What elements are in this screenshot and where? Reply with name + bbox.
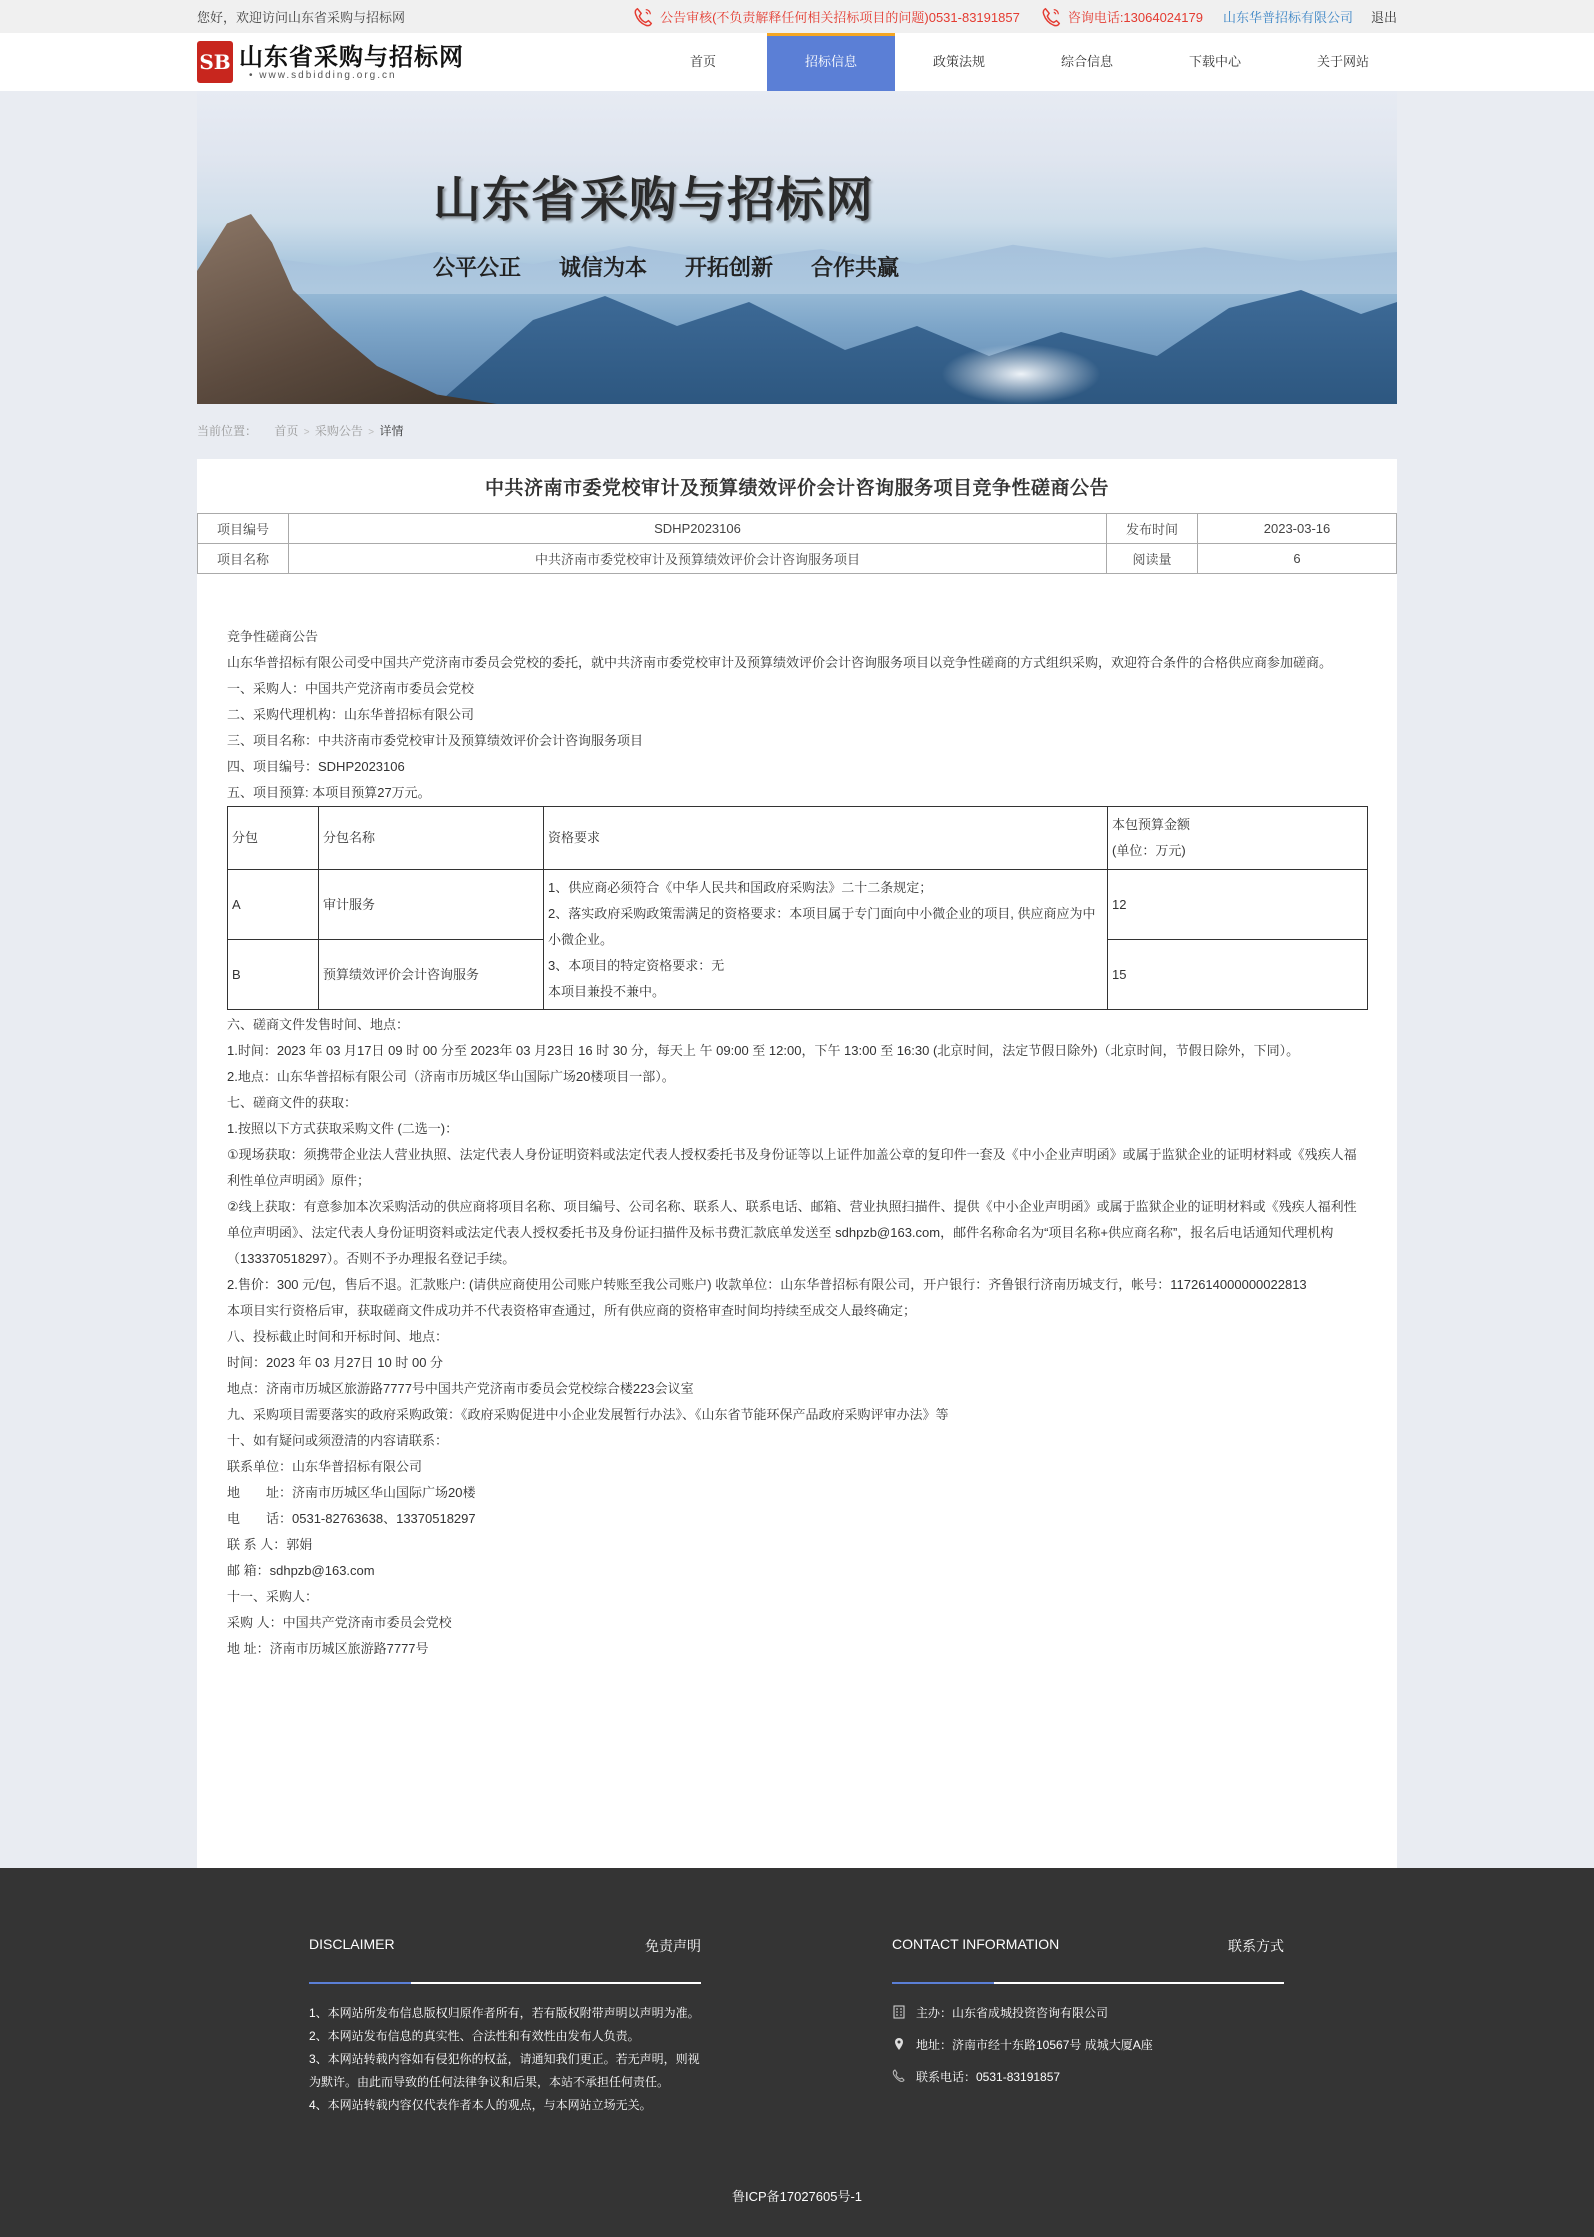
paragraph: 地 址：济南市历城区旅游路7777号 — [227, 1641, 429, 1656]
breadcrumb-current: 详情 — [379, 424, 404, 438]
phone-icon — [892, 2069, 906, 2083]
site-header — [0, 33, 1594, 91]
table-header — [1108, 807, 1368, 870]
host-text: 主办：山东省成城投资咨询有限公司 — [916, 2005, 1109, 2020]
meta-label: 发布时间 — [1107, 514, 1198, 544]
contact-host — [892, 1996, 1284, 2028]
section-divider — [892, 1982, 1284, 1984]
disclaimer-item: 3、本网站转载内容如有侵犯你的权益，请通知我们更正。若无声明，则视为默许。由此而导致的任何法律争议和后果，本站不承担任何责任。 — [309, 2052, 700, 2089]
article-title: 中共济南市委党校审计及预算绩效评价会计咨询服务项目竞争性磋商公告 — [484, 478, 1109, 499]
nav-downloads[interactable]: 下载中心 — [1188, 54, 1241, 69]
nav-home[interactable]: 首页 — [689, 54, 716, 69]
package-name: 审计服务 — [319, 870, 544, 940]
disclaimer-title-cn: 免责声明 — [645, 1938, 701, 1954]
paragraph: 七、磋商文件的获取： — [227, 1095, 358, 1110]
site-footer — [0, 1868, 1594, 2237]
paragraph: ②线上获取：有意参加本次采购活动的供应商将项目名称、项目编号、公司名称、联系人、联系电话、邮箱、营业执照扫描件、提供《中小企业声明函》或属于监狱企业的证明材料或《残疾人福利性单位声明函》、法定代表人身份证明资料或法定代表人授权委托书及身份证扫描件及标书费汇款底单发送至 sdhpzb@163.com，邮件名称命名为“项目名称+供应商名称”，报名后电话通知代理机构（133370518297）。否则不予办理报名登记手续。 — [227, 1199, 1357, 1266]
paragraph: 时间：2023 年 03 月27日 10 时 00 分 — [227, 1355, 444, 1370]
paragraph: 1.时间：2023 年 03 月17日 09 时 00 分至 2023年 03 月23日 16 时 30 分，每天上 午 09:00 至 12:00，下午 13:00 至 16:30 (北京时间，法定节假日除外)（北京时间，节假日除外，下同）。 — [227, 1043, 1300, 1058]
paragraph: ①现场获取：须携带企业法人营业执照、法定代表人身份证明资料或法定代表人授权委托书及身份证等以上证件加盖公章的复印件一套及《中小企业声明函》或属于监狱企业的证明材料或《残疾人福利性单位声明函》原件； — [227, 1147, 1357, 1188]
paragraph: 1.按照以下方式获取采购文件 (二选一)： — [227, 1121, 459, 1136]
section-divider — [309, 1982, 701, 1984]
requirement: 本项目兼投不兼中。 — [548, 983, 666, 999]
package-name: 预算绩效评价会计咨询服务 — [319, 940, 544, 1010]
paragraph: 十一、采购人： — [227, 1589, 319, 1604]
table-header: 分包名称 — [319, 807, 544, 870]
address-text: 地址：济南市经十东路10567号 成城大厦A座 — [916, 2037, 1153, 2052]
paragraph: 本项目实行资格后审，获取磋商文件成功并不代表资格审查通过，所有供应商的资格审查时间均持续至成交人最终确定； — [227, 1303, 917, 1318]
logo-url: • www.sdbidding.org.cn — [249, 69, 397, 81]
phone-icon — [1040, 6, 1062, 28]
disclaimer-item: 4、本网站转载内容仅代表作者本人的观点，与本网站立场无关。 — [309, 2098, 652, 2112]
paragraph: 十、如有疑问或须澄清的内容请联系： — [227, 1433, 449, 1448]
user-company-link[interactable]: 山东华普招标有限公司 — [1222, 10, 1353, 25]
paragraph: 2.地点：山东华普招标有限公司（济南市历城区华山国际广场20楼项目一部）。 — [227, 1069, 675, 1084]
paragraph: 山东华普招标有限公司受中国共产党济南市委员会党校的委托，就中共济南市委党校审计及预算绩效评价会计咨询服务项目以竞争性磋商的方式组织采购，欢迎符合条件的合格供应商参加磋商。 — [227, 655, 1333, 670]
paragraph: 联系单位：山东华普招标有限公司 — [227, 1459, 423, 1474]
contact-phone — [892, 2060, 1284, 2092]
notice-hotline: 公告审核(不负责解释任何相关招标项目的问题)0531-83191857 — [660, 10, 1020, 25]
location-pin-icon — [892, 2037, 906, 2051]
top-bar — [0, 0, 1594, 33]
paragraph: 邮 箱：sdhpzb@163.com — [227, 1563, 375, 1578]
breadcrumb — [197, 404, 1397, 459]
paragraph: 地 址：济南市历城区华山国际广场20楼 — [227, 1485, 476, 1500]
article-panel — [197, 459, 1397, 1869]
contact-title-en: CONTACT INFORMATION — [892, 1936, 1060, 1952]
paragraph: 九、采购项目需要落实的政府采购政策：《政府采购促进中小企业发展暂行办法》、《山东省节能环保产品政府采购评审办法》等 — [227, 1407, 949, 1422]
nav-general-info[interactable]: 综合信息 — [1060, 54, 1113, 69]
paragraph: 采购 人：中国共产党济南市委员会党校 — [227, 1615, 452, 1630]
breadcrumb-announcements[interactable]: 采购公告 — [314, 424, 363, 438]
package-budget: 12 — [1108, 870, 1368, 940]
nav-policy[interactable]: 政策法规 — [932, 54, 985, 69]
package-id: B — [228, 940, 319, 1010]
package-budget: 15 — [1108, 940, 1368, 1010]
table-header: 分包 — [228, 807, 319, 870]
disclaimer-item: 2、本网站发布信息的真实性、合法性和有效性由发布人负责。 — [309, 2029, 640, 2043]
slogan: 合作共赢 — [811, 255, 900, 281]
disclaimer-title-en: DISCLAIMER — [309, 1936, 395, 1952]
cloud-image — [941, 344, 1101, 404]
paragraph: 电 话：0531-82763638、13370518297 — [227, 1511, 476, 1526]
main-nav — [639, 33, 1407, 91]
meta-label: 项目名称 — [198, 544, 289, 574]
meta-label: 阅读量 — [1107, 544, 1198, 574]
rock-peak-image — [197, 214, 497, 404]
building-icon — [892, 2005, 906, 2019]
project-code: SDHP2023106 — [289, 514, 1107, 544]
paragraph: 二、采购代理机构：山东华普招标有限公司 — [227, 707, 475, 722]
breadcrumb-separator: > — [303, 427, 310, 438]
meta-label: 项目编号 — [198, 514, 289, 544]
disclaimer-section — [309, 1936, 701, 2117]
budget-header: 本包预算金额 — [1112, 817, 1191, 832]
paragraph: 2.售价：300 元/包，售后不退。汇款账户: (请供应商使用公司账户转账至我公司账户) 收款单位：山东华普招标有限公司，开户银行：齐鲁银行济南历城支行，帐号：1172614000000022813 — [227, 1277, 1307, 1292]
nav-bidding-info[interactable]: 招标信息 — [767, 33, 895, 91]
paragraph: 四、项目编号：SDHP2023106 — [227, 759, 405, 774]
contact-address — [892, 2028, 1284, 2060]
requirement: 2、落实政府采购政策需满足的资格要求：本项目属于专门面向中小微企业的项目, 供应商应为中小微企业。 — [548, 905, 1096, 947]
budget-unit: (单位：万元) — [1112, 843, 1186, 858]
slogan: 公平公正 — [433, 255, 522, 281]
requirement: 1、供应商必须符合《中华人民共和国政府采购法》二十二条规定； — [548, 879, 933, 895]
table-header: 资格要求 — [544, 807, 1108, 870]
logo-mark-icon: SB — [197, 41, 233, 83]
paragraph: 竞争性磋商公告 — [227, 629, 319, 644]
breadcrumb-home[interactable]: 首页 — [274, 424, 299, 438]
nav-about[interactable]: 关于网站 — [1316, 54, 1369, 69]
paragraph: 三、项目名称：中共济南市委党校审计及预算绩效评价会计咨询服务项目 — [227, 733, 644, 748]
phone-text: 联系电话：0531-83191857 — [916, 2069, 1061, 2084]
logo-title: 山东省采购与招标网 — [239, 41, 464, 71]
contact-title-cn: 联系方式 — [1228, 1938, 1284, 1954]
article-body — [197, 574, 1397, 1662]
view-count: 6 — [1198, 544, 1397, 574]
site-logo[interactable] — [197, 41, 464, 83]
icp-record[interactable]: 鲁ICP备17027605号-1 — [731, 2189, 863, 2204]
paragraph: 一、采购人：中国共产党济南市委员会党校 — [227, 681, 475, 696]
phone-icon — [632, 6, 654, 28]
requirement: 3、本项目的特定资格要求：无 — [548, 957, 725, 973]
package-id: A — [228, 870, 319, 940]
slogan: 诚信为本 — [559, 255, 648, 281]
slogan: 开拓创新 — [685, 255, 774, 281]
project-name: 中共济南市委党校审计及预算绩效评价会计咨询服务项目 — [289, 544, 1107, 574]
consult-hotline: 咨询电话:13064024179 — [1067, 10, 1203, 25]
paragraph: 六、磋商文件发售时间、地点： — [227, 1017, 410, 1032]
qualification-requirements — [544, 870, 1108, 1010]
breadcrumb-label: 当前位置： — [197, 424, 258, 438]
welcome-text: 您好，欢迎访问山东省采购与招标网 — [197, 10, 406, 25]
disclaimer-item: 1、本网站所发布信息版权归原作者所有，若有版权附带声明以声明为准。 — [309, 2006, 700, 2020]
publish-date: 2023-03-16 — [1198, 514, 1397, 544]
banner-title: 山东省采购与招标网 — [433, 172, 875, 228]
contact-section — [892, 1936, 1284, 2092]
table-row — [228, 870, 1368, 940]
paragraph: 地点：济南市历城区旅游路7777号中国共产党济南市委员会党校综合楼223会议室 — [227, 1381, 694, 1396]
logout-link[interactable]: 退出 — [1370, 10, 1397, 25]
paragraph: 联 系 人：郭娟 — [227, 1537, 313, 1552]
paragraph: 八、投标截止时间和开标时间、地点： — [227, 1329, 449, 1344]
hero-banner — [197, 91, 1397, 404]
banner-slogans — [433, 251, 899, 282]
package-table — [227, 806, 1368, 1010]
breadcrumb-separator: > — [368, 427, 375, 438]
paragraph: 五、项目预算: 本项目预算27万元。 — [227, 785, 431, 800]
project-meta-table — [197, 513, 1397, 574]
